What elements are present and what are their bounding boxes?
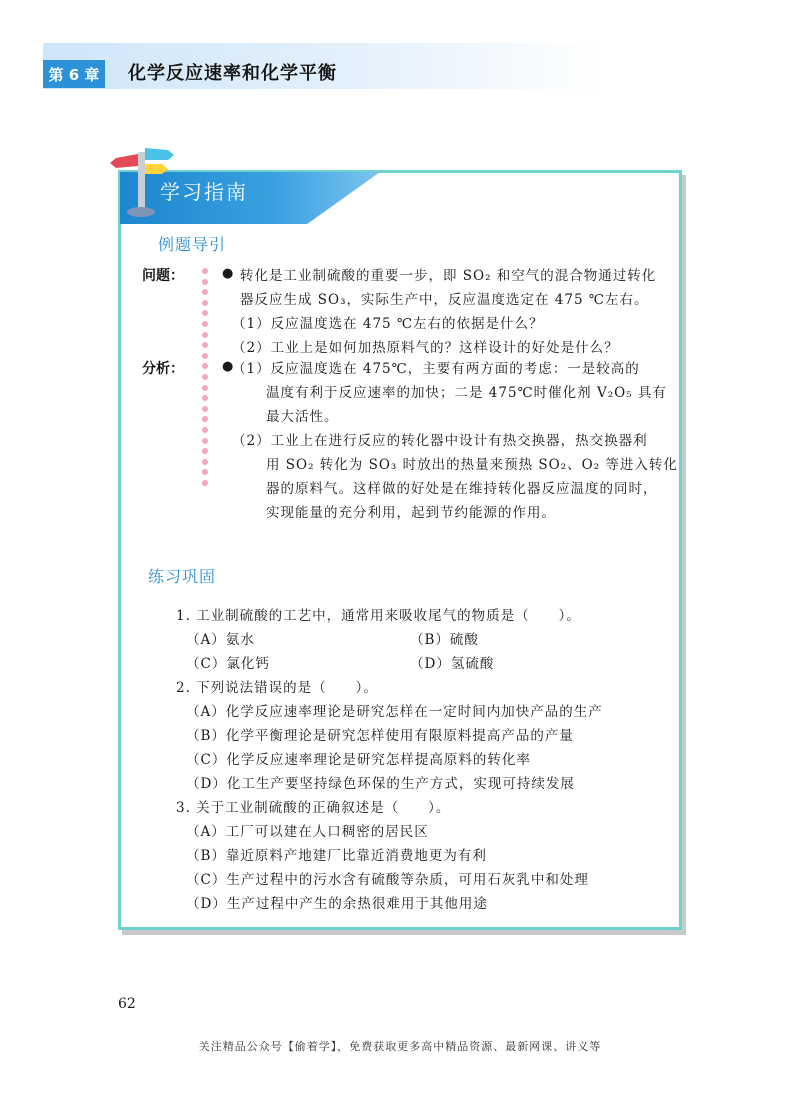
q2-option-a: （A）化学反应速率理论是研究怎样在一定时间内加快产品的生产 (186, 704, 603, 720)
question-line: 转化是工业制硫酸的重要一步，即 SO₂ 和空气的混合物通过转化 (240, 268, 657, 284)
q3-option-b: （B）靠近原料产地建厂比靠近消费地更为有利 (186, 848, 487, 864)
chapter-title: 化学反应速率和化学平衡 (128, 63, 337, 84)
q1-option-a: （A）氨水 (186, 632, 255, 648)
example-section-title: 例题导引 (158, 235, 227, 254)
q1-option-b: （B）硫酸 (410, 632, 479, 648)
q3-option-a: （A）工厂可以建在人口稠密的居民区 (186, 824, 429, 840)
analysis-line: （2）工业上在进行反应的转化器中设计有热交换器，热交换器利 (232, 433, 648, 449)
question-line: 器反应生成 SO₃，实际生产中，反应温度选定在 475 ℃左右。 (240, 292, 649, 308)
q1-option-d: （D）氢硫酸 (410, 656, 495, 672)
page-number: 62 (118, 996, 136, 1012)
analysis-line: 温度有利于反应速率的加快；二是 475℃时催化剂 V₂O₅ 具有 (266, 385, 667, 401)
q1-option-c: （C）氯化钙 (186, 656, 270, 672)
bullet: ● (222, 359, 234, 374)
question-2: 2. 下列说法错误的是（ ）。 (176, 680, 378, 696)
chapter-label: 第 6 章 (43, 60, 105, 88)
question-3: 3. 关于工业制硫酸的正确叙述是（ ）。 (176, 800, 451, 816)
footer-note: 关注精品公众号【偷着学】，免费获取更多高中精品资源、最新网课、讲义等 (198, 1040, 602, 1053)
bullet: ● (222, 266, 234, 281)
analysis-label: 分析： (142, 361, 184, 377)
analysis-line: （1）反应温度选在 475℃，主要有两方面的考虑：一是较高的 (232, 361, 640, 377)
guide-title: 学习指南 (160, 180, 248, 204)
q2-option-c: （C）化学反应速率理论是研究怎样提高原料的转化率 (186, 752, 531, 768)
q3-option-d: （D）生产过程中产生的余热很难用于其他用途 (186, 896, 488, 912)
practice-section-title: 练习巩固 (148, 567, 217, 586)
question-label: 问题： (142, 268, 184, 284)
question-1: 1. 工业制硫酸的工艺中，通常用来吸收尾气的物质是（ ）。 (176, 608, 581, 624)
q2-option-d: （D）化工生产要坚持绿色环保的生产方式，实现可持续发展 (186, 776, 575, 792)
q3-option-c: （C）生产过程中的污水含有硫酸等杂质，可用石灰乳中和处理 (186, 872, 589, 888)
dotted-divider (202, 268, 210, 490)
question-line: （1）反应温度选在 475 ℃左右的依据是什么？ (232, 316, 544, 332)
analysis-line: 实现能量的充分利用，起到节约能源的作用。 (266, 505, 556, 521)
analysis-line: 器的原料气。这样做的好处是在维持转化器反应温度的同时， (266, 481, 658, 497)
q2-option-b: （B）化学平衡理论是研究怎样使用有限原料提高产品的产量 (186, 728, 574, 744)
question-line: （2）工业上是如何加热原料气的？这样设计的好处是什么？ (232, 340, 619, 356)
analysis-line: 用 SO₂ 转化为 SO₃ 时放出的热量来预热 SO₂、O₂ 等进入转化 (266, 457, 678, 473)
analysis-line: 最大活性。 (266, 409, 339, 425)
